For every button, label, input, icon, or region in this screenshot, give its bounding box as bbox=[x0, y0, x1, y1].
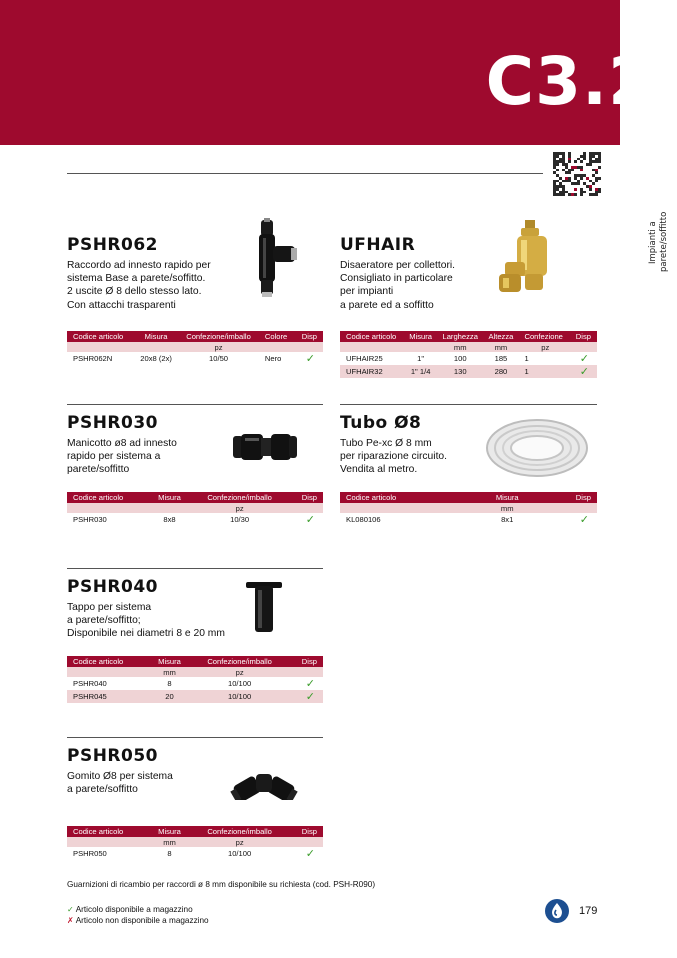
tee-connector-image bbox=[251, 216, 303, 300]
col-header: Disp bbox=[289, 656, 323, 667]
cell: 8x8 bbox=[163, 515, 176, 524]
desc-line: Tappo per sistema bbox=[67, 602, 152, 613]
spec-table-pshr040 bbox=[67, 656, 323, 703]
cell: 10/100 bbox=[227, 679, 252, 688]
section-rule bbox=[67, 404, 323, 405]
product-desc-pshr062 bbox=[67, 259, 211, 312]
product-title-pshr030: PSHR030 bbox=[67, 413, 159, 433]
unit-cell: mm bbox=[437, 342, 483, 352]
col-header: Misura bbox=[149, 656, 191, 667]
availability-check-icon: ✓ bbox=[305, 848, 315, 860]
col-header: Confezione/imballo bbox=[190, 656, 288, 667]
product-desc-tubo bbox=[340, 437, 447, 477]
spec-table-pshr062 bbox=[67, 331, 323, 365]
col-header: Misura bbox=[149, 826, 191, 837]
air-separator-image bbox=[495, 218, 561, 300]
unit-cell bbox=[67, 837, 149, 847]
cell: 130 bbox=[437, 365, 483, 378]
cell: 1" 1/4 bbox=[404, 365, 437, 378]
product-title-ufhair: UFHAIR bbox=[340, 235, 416, 255]
cell: 10/100 bbox=[227, 849, 252, 858]
table-row bbox=[67, 352, 323, 365]
desc-line: a parete/soffitto; bbox=[67, 615, 141, 627]
col-header: Confezione/imballo bbox=[190, 492, 288, 503]
cell: UFHAIR25 bbox=[346, 354, 383, 363]
col-header: Codice articolo bbox=[340, 331, 404, 342]
unit-cell bbox=[149, 503, 191, 513]
desc-line: rapido per sistema a bbox=[67, 451, 161, 463]
legend-text: Articolo non disponibile a magazzino bbox=[75, 916, 209, 925]
unit-cell bbox=[570, 342, 597, 352]
desc-line: Tubo Pe-xc Ø 8 mm bbox=[340, 438, 432, 449]
unit-cell: pz bbox=[518, 342, 570, 352]
spec-table-pshr050 bbox=[67, 826, 323, 860]
desc-line: a parete/soffitto bbox=[67, 784, 138, 796]
table-row bbox=[340, 352, 597, 365]
col-header: Larghezza bbox=[437, 331, 483, 342]
unit-cell bbox=[289, 503, 323, 513]
cell: 185 bbox=[494, 354, 508, 363]
spec-table-ufhair bbox=[340, 331, 597, 378]
availability-check-icon: ✓ bbox=[570, 365, 597, 378]
availability-check-icon: ✓ bbox=[305, 514, 315, 526]
desc-line: Gomito Ø8 per sistema bbox=[67, 771, 173, 782]
product-desc-pshr030 bbox=[67, 437, 177, 477]
cell: 100 bbox=[453, 354, 467, 363]
product-desc-ufhair bbox=[340, 259, 455, 312]
cell: UFHAIR32 bbox=[340, 365, 404, 378]
desc-line: parete/soffitto bbox=[67, 464, 130, 476]
availability-check-icon: ✓ bbox=[579, 353, 589, 365]
brand-logo-icon bbox=[544, 898, 570, 924]
unit-cell: mm bbox=[473, 503, 541, 513]
table-row bbox=[67, 690, 323, 703]
sleeve-connector-image bbox=[231, 430, 299, 466]
unit-cell bbox=[289, 667, 323, 677]
col-header: Disp bbox=[570, 331, 597, 342]
desc-line: Disponibile nei diametri 8 e 20 mm bbox=[67, 628, 225, 640]
availability-check-icon: ✓ bbox=[305, 678, 315, 690]
unit-cell bbox=[404, 342, 437, 352]
cell: 8 bbox=[167, 679, 172, 688]
spec-table-tubo bbox=[340, 492, 597, 526]
page-number: 179 bbox=[579, 905, 598, 917]
cap-plug-image bbox=[244, 580, 284, 634]
check-icon: ✓ bbox=[67, 905, 74, 914]
table-row bbox=[67, 677, 323, 690]
unit-cell bbox=[340, 503, 473, 513]
col-header: Misura bbox=[404, 331, 437, 342]
cross-icon: ✗ bbox=[67, 916, 74, 925]
section-rule bbox=[67, 568, 323, 569]
col-header: Disp bbox=[295, 331, 323, 342]
col-header: Colore bbox=[259, 331, 295, 342]
unit-cell: pz bbox=[178, 342, 259, 352]
cell: PSHR040 bbox=[73, 679, 107, 688]
legend-text: Articolo disponibile a magazzino bbox=[75, 905, 193, 914]
desc-line: Consigliato in particolare bbox=[340, 273, 453, 285]
col-header: Codice articolo bbox=[67, 331, 134, 342]
desc-line: Con attacchi trasparenti bbox=[67, 299, 176, 311]
col-header: Confezione/imballo bbox=[190, 826, 288, 837]
side-label-line-1: Impianti a bbox=[648, 221, 658, 264]
unit-cell bbox=[295, 342, 323, 352]
cell: 1" bbox=[417, 354, 425, 363]
cell: 1 bbox=[518, 365, 570, 378]
col-header: Codice articolo bbox=[67, 492, 149, 503]
desc-line: Manicotto ø8 ad innesto bbox=[67, 438, 177, 449]
unit-cell bbox=[259, 342, 295, 352]
col-header: Disp bbox=[289, 826, 323, 837]
qr-code bbox=[553, 152, 601, 196]
cell: 8x1 bbox=[501, 515, 514, 524]
availability-check-icon: ✓ bbox=[305, 353, 315, 365]
cell: 10/100 bbox=[190, 690, 288, 703]
elbow-connector-image bbox=[228, 756, 300, 800]
cell: 1 bbox=[524, 354, 529, 363]
cell: PSHR045 bbox=[67, 690, 149, 703]
unit-cell bbox=[340, 342, 404, 352]
unit-cell bbox=[134, 342, 178, 352]
product-title-pshr040: PSHR040 bbox=[67, 577, 159, 597]
cell: 10/30 bbox=[230, 515, 250, 524]
col-header: Codice articolo bbox=[67, 826, 149, 837]
cell: 20x8 (2x) bbox=[140, 354, 172, 363]
cell: Nero bbox=[264, 354, 282, 363]
section-rule bbox=[340, 404, 597, 405]
cell: 20 bbox=[149, 690, 191, 703]
cell: PSHR050 bbox=[73, 849, 107, 858]
cell: PSHR062N bbox=[73, 354, 113, 363]
availability-check-icon: ✓ bbox=[579, 514, 589, 526]
footer-note: Guarnizioni di ricambio per raccordi ø 8 mm disponibile su richiesta (cod. PSH-R090) bbox=[67, 880, 376, 889]
col-header: Misura bbox=[134, 331, 178, 342]
unit-cell: pz bbox=[190, 667, 288, 677]
table-row bbox=[340, 513, 597, 526]
cell: KL080106 bbox=[346, 515, 381, 524]
section-rule bbox=[67, 737, 323, 738]
col-header: Codice articolo bbox=[340, 492, 473, 503]
table-row bbox=[67, 847, 323, 860]
col-header: Confezione bbox=[518, 331, 570, 342]
table-row bbox=[340, 365, 597, 378]
chapter-code: C3.2 bbox=[485, 43, 655, 120]
product-desc-pshr040 bbox=[67, 601, 225, 641]
product-title-tubo: Tubo Ø8 bbox=[340, 413, 422, 433]
desc-line: Vendita al metro. bbox=[340, 464, 418, 476]
side-label-line-2: parete/soffitto bbox=[659, 211, 669, 272]
unit-cell bbox=[67, 342, 134, 352]
unit-cell bbox=[289, 837, 323, 847]
desc-line: a parete ed a soffitto bbox=[340, 299, 434, 311]
unit-cell bbox=[67, 667, 149, 677]
spec-table-pshr030 bbox=[67, 492, 323, 526]
cell: 8 bbox=[167, 849, 172, 858]
unit-cell bbox=[541, 503, 597, 513]
legend-unavailable bbox=[67, 915, 209, 925]
side-label bbox=[626, 212, 674, 272]
unit-cell: mm bbox=[149, 667, 191, 677]
desc-line: Disaeratore per collettori. bbox=[340, 260, 456, 271]
table-row bbox=[67, 513, 323, 526]
pipe-coil-image bbox=[484, 416, 590, 480]
col-header: Misura bbox=[473, 492, 541, 503]
desc-line: per riparazione circuito. bbox=[340, 451, 448, 463]
product-desc-pshr050 bbox=[67, 770, 173, 796]
desc-line: Raccordo ad innesto rapido per bbox=[67, 260, 211, 271]
unit-cell bbox=[67, 503, 149, 513]
unit-cell: pz bbox=[190, 837, 288, 847]
product-title-pshr062: PSHR062 bbox=[67, 235, 159, 255]
cell: PSHR030 bbox=[73, 515, 107, 524]
cell: 10/50 bbox=[209, 354, 229, 363]
col-header: Confezione/imballo bbox=[178, 331, 259, 342]
top-rule bbox=[67, 173, 543, 174]
unit-cell: pz bbox=[190, 503, 288, 513]
col-header: Misura bbox=[149, 492, 191, 503]
col-header: Disp bbox=[289, 492, 323, 503]
unit-cell: mm bbox=[149, 837, 191, 847]
availability-check-icon: ✓ bbox=[289, 690, 323, 703]
unit-cell: mm bbox=[483, 342, 518, 352]
desc-line: 2 uscite Ø 8 dello stesso lato. bbox=[67, 286, 202, 298]
desc-line: per impianti bbox=[340, 286, 394, 298]
cell: 280 bbox=[483, 365, 518, 378]
product-title-pshr050: PSHR050 bbox=[67, 746, 159, 766]
col-header: Codice articolo bbox=[67, 656, 149, 667]
desc-line: sistema Base a parete/soffitto. bbox=[67, 273, 206, 285]
col-header: Altezza bbox=[483, 331, 518, 342]
col-header: Disp bbox=[541, 492, 597, 503]
legend-available bbox=[67, 904, 193, 914]
